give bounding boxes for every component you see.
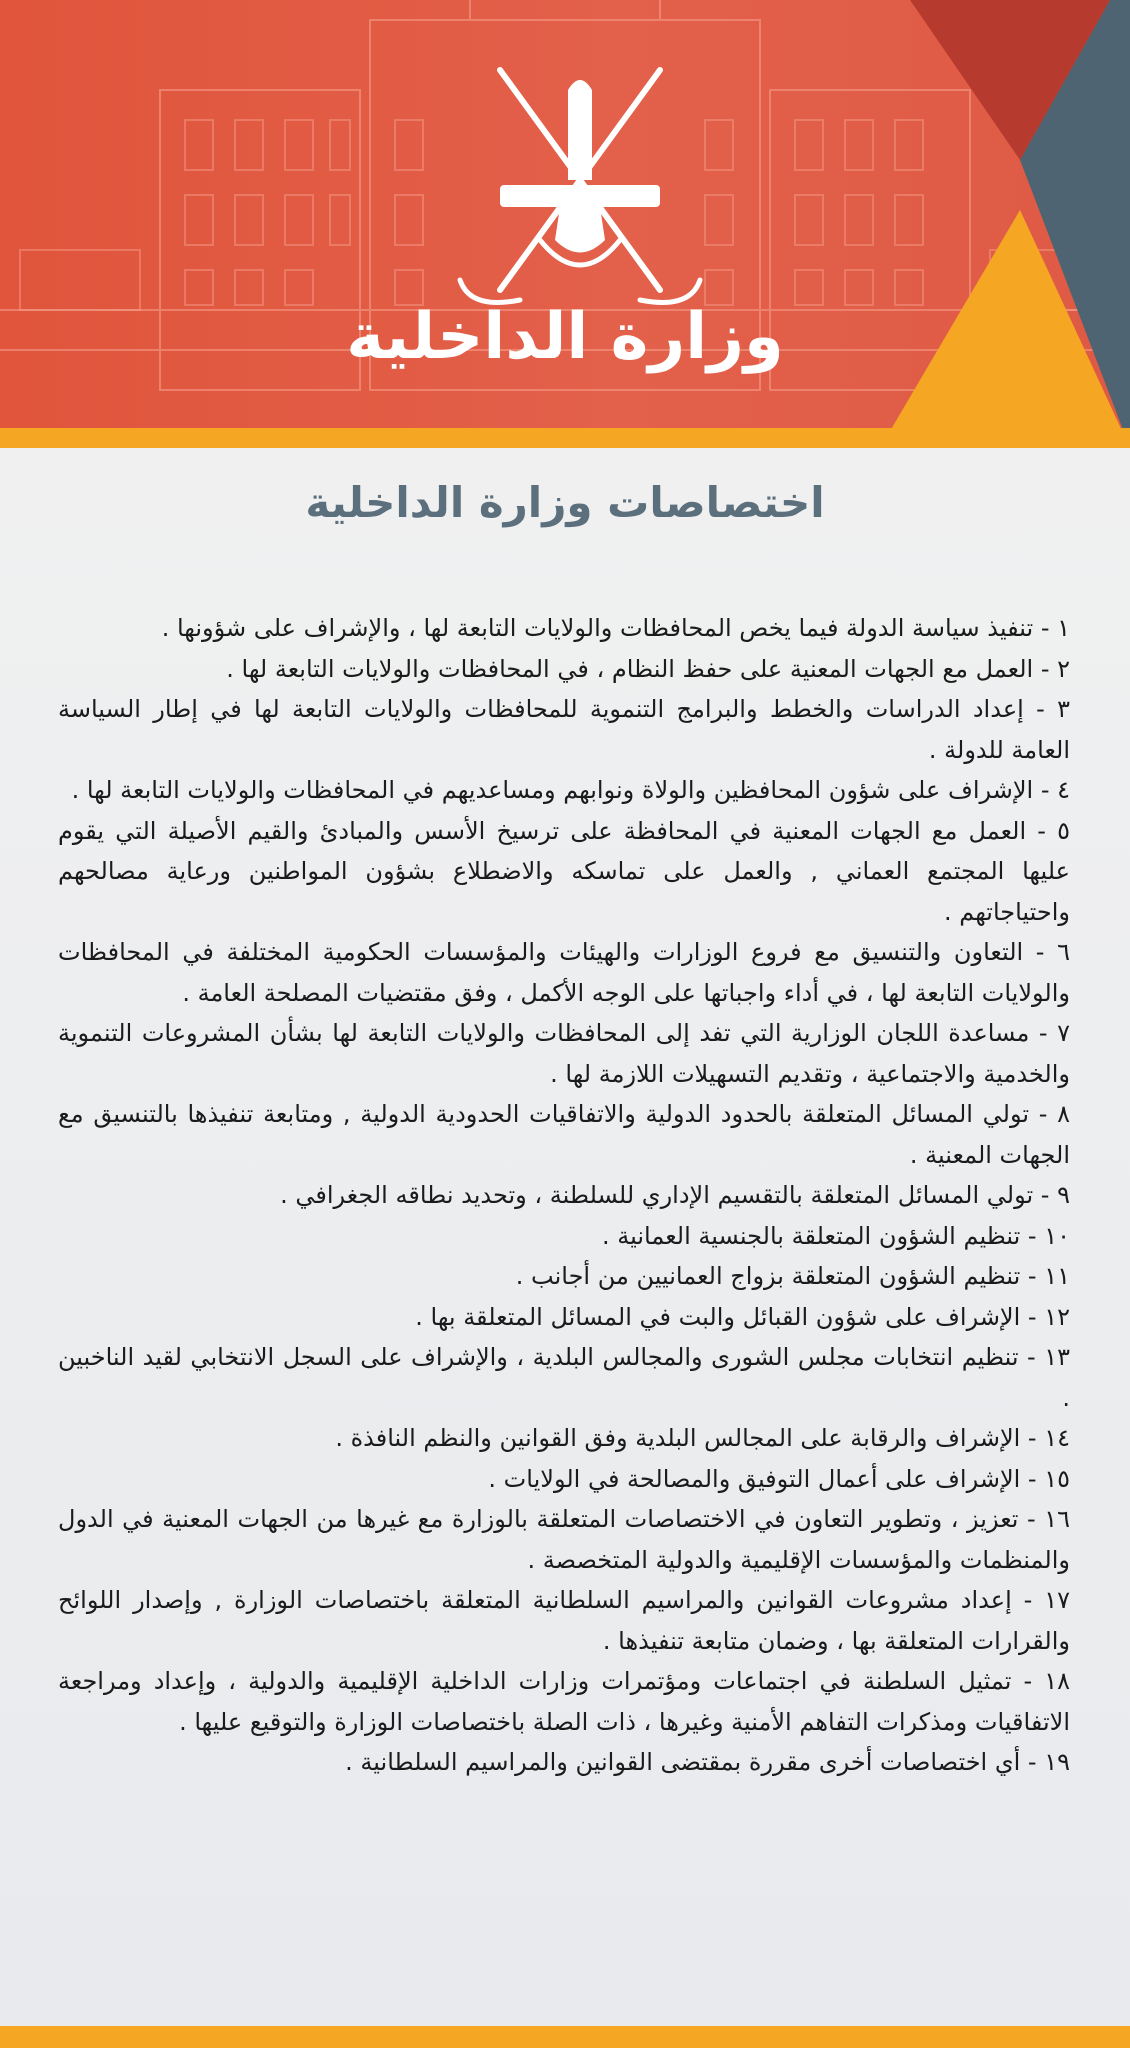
- oman-national-emblem-icon: [460, 70, 700, 303]
- header-stripe: [0, 428, 1130, 448]
- header-banner: [0, 0, 1130, 448]
- duty-item: ١٩ - أي اختصاصات أخرى مقررة بمقتضى القوانين والمراسيم السلطانية .: [345, 1748, 1070, 1776]
- footer-stripe: [0, 2026, 1130, 2048]
- duty-item: ١٢ - الإشراف على شؤون القبائل والبت في المسائل المتعلقة بها .: [415, 1302, 1070, 1331]
- duty-item: ١٦ - تعزيز ، وتطوير التعاون في الاختصاصات المتعلقة بالوزارة مع غيرها من الجهات المعنية في الدول والمنظمات والمؤسسات الإقليمية والدولية المتخصصة .: [58, 1505, 1070, 1574]
- duty-item: ١١ - تنظيم الشؤون المتعلقة بزواج العمانيين من أجانب .: [515, 1262, 1070, 1290]
- duty-item: ٩ - تولي المسائل المتعلقة بالتقسيم الإداري للسلطنة ، وتحديد نطاقه الجغرافي .: [280, 1181, 1070, 1209]
- duties-list: [58, 608, 1070, 1783]
- duty-item: ٣ - إعداد الدراسات والخطط والبرامج التنموية للمحافظات والولايات التابعة لها في إطار السياسة العامة للدولة .: [58, 695, 1070, 764]
- duty-item: ١ - تنفيذ سياسة الدولة فيما يخص المحافظات والولايات التابعة لها ، والإشراف على شؤونها .: [161, 614, 1070, 642]
- duty-item: ٧ - مساعدة اللجان الوزارية التي تفد إلى المحافظات والولايات التابعة لها بشأن المشروعات التنموية والخدمية والاجتماعية ، وتقديم التسهيلات اللازمة لها .: [58, 1019, 1070, 1088]
- duty-item: ٤ - الإشراف على شؤون المحافظين والولاة ونوابهم ومساعديهم في المحافظات والولايات التابعة لها .: [71, 776, 1070, 804]
- duty-item: ١٥ - الإشراف على أعمال التوفيق والمصالحة في الولايات .: [488, 1464, 1070, 1493]
- duty-item: ٨ - تولي المسائل المتعلقة بالحدود الدولية والاتفاقيات الحدودية الدولية , ومتابعة تنفيذها بالتنسيق مع الجهات المعنية .: [58, 1100, 1070, 1169]
- page-title: اختصاصات وزارة الداخلية: [305, 478, 825, 527]
- header-art: [0, 0, 1130, 448]
- duty-item: ٥ - العمل مع الجهات المعنية في المحافظة على ترسيخ الأسس والمبادئ والقيم الأصيلة التي يقوم عليها المجتمع العماني , والعمل على تماسكه والاضطلاع بشؤون المواطنين ورعاية مصالحهم واحتياجاتهم .: [58, 816, 1070, 926]
- ministry-name: وزارة الداخلية: [346, 300, 784, 374]
- duty-item: ٢ - العمل مع الجهات المعنية على حفظ النظام ، في المحافظات والولايات التابعة لها .: [226, 654, 1070, 683]
- duty-item: ١٧ - إعداد مشروعات القوانين والمراسيم السلطانية المتعلقة باختصاصات الوزارة , وإصدار اللوائح والقرارات المتعلقة بها ، وضمان متابعة تنفيذها .: [58, 1586, 1070, 1655]
- duty-item: ١٤ - الإشراف والرقابة على المجالس البلدية وفق القوانين والنظم النافذة .: [335, 1424, 1070, 1452]
- duty-item: ٦ - التعاون والتنسيق مع فروع الوزارات والهيئات والمؤسسات الحكومية المختلفة في المحافظات والولايات التابعة لها ، في أداء واجباتها على الوجه الأكمل ، وفق مقتضيات المصلحة العامة .: [58, 938, 1070, 1007]
- duty-item: ١٨ - تمثيل السلطنة في اجتماعات ومؤتمرات وزارات الداخلية الإقليمية والدولية ، وإعداد ومراجعة الاتفاقيات ومذكرات التفاهم الأمنية وغيرها ، ذات الصلة باختصاصات الوزارة والتوقيع عليها .: [58, 1667, 1070, 1736]
- duty-item: ١٠ - تنظيم الشؤون المتعلقة بالجنسية العمانية .: [601, 1221, 1070, 1250]
- duty-item: ١٣ - تنظيم انتخابات مجلس الشورى والمجالس البلدية ، والإشراف على السجل الانتخابي لقيد الناخبين .: [58, 1343, 1070, 1412]
